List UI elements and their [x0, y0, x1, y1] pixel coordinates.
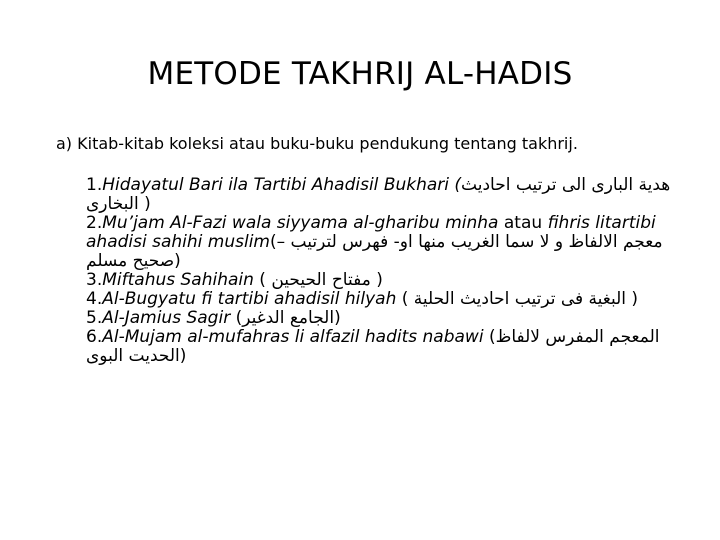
list-item [86, 271, 686, 290]
item-open-paren: ( [230, 308, 243, 328]
item-title: Al-Bugyatu fi tartibi ahadisil hilyah [102, 289, 397, 309]
item-number: 4. [86, 289, 103, 309]
list-item [86, 214, 686, 271]
page-title: METODE TAKHRIJ AL-HADIS [147, 56, 573, 92]
item-close-paren: ) [334, 308, 341, 328]
item-arabic: البغية فى ترتيب احاديث الحلية [413, 289, 627, 309]
item-connector: atau [498, 213, 548, 233]
item-dash: (– [269, 232, 291, 252]
list-item [86, 309, 686, 328]
list-item [86, 176, 686, 214]
item-open-paren: ( [253, 270, 272, 290]
item-arabic: معجم الالفاظ و لا سما الغريب منها او- فهرس لترتيب صحيح مسلم [86, 232, 663, 271]
item-arabic: الجامع الدغير [242, 308, 335, 328]
item-title: Al-Mujam al-mufahras li alfazil hadits nabawi [102, 327, 484, 347]
item-close-paren: ) [138, 194, 151, 214]
item-open-paren: ( [483, 327, 496, 347]
item-number: 3. [86, 270, 103, 290]
item-title: Hidayatul Bari ila Tartibi Ahadisil Bukhari ( [102, 175, 462, 195]
item-title: Mu’jam Al-Fazi wala siyyama al-gharibu minha [102, 213, 499, 233]
item-number: 5. [86, 308, 103, 328]
list-item [86, 328, 686, 366]
item-title: Miftahus Sahihain [102, 270, 254, 290]
item-close-paren: ) [626, 289, 639, 309]
list-item [86, 290, 686, 309]
item-open-paren: ( [396, 289, 414, 309]
subtitle: a) Kitab-kitab koleksi atau buku-buku pendukung tentang takhrij. [56, 134, 578, 153]
item-close-paren: ) [179, 346, 187, 366]
item-number: 6. [86, 327, 103, 347]
item-title-alt: fihris litartibi ahadisi sahihi muslim [86, 213, 656, 252]
item-arabic: المعجم المفرس لالفاظ الحديت البوى [86, 327, 660, 366]
item-number: 2. [86, 213, 103, 233]
item-close-paren: ) [174, 251, 181, 271]
kitab-list [86, 176, 686, 366]
item-close-paren: ) [370, 270, 383, 290]
item-title: Al-Jamius Sagir [102, 308, 231, 328]
item-arabic: مفتاح الحيحين [271, 270, 371, 290]
item-number: 1. [86, 175, 103, 195]
item-arabic: هدية البارى الى ترتيب احاديث البخارى [86, 175, 671, 214]
